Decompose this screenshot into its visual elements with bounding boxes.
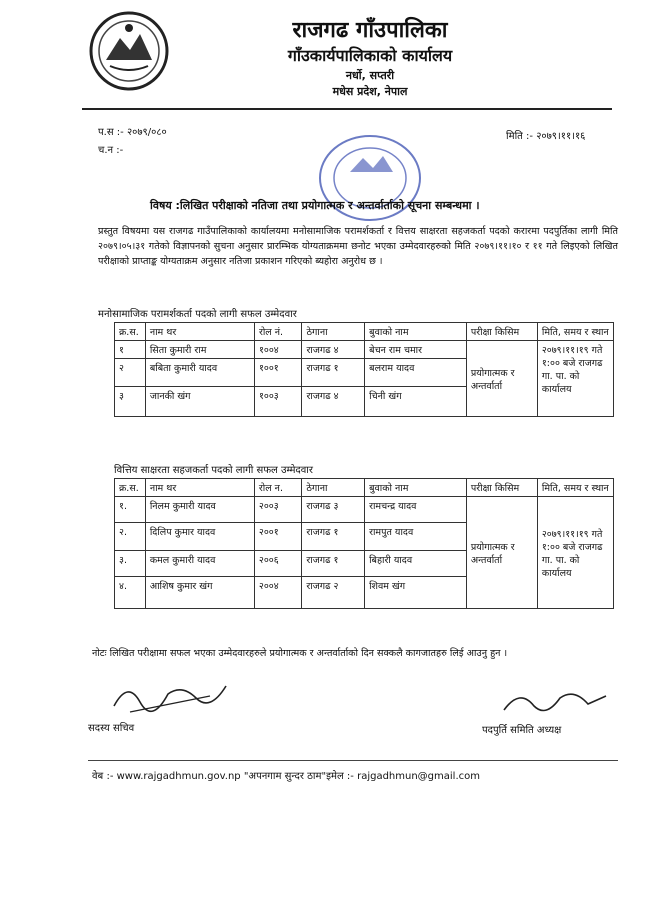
notice-note: नोटः लिखित परीक्षामा सफल भएका उम्मेदवारहरुले प्रयोगात्मक र अन्तर्वार्ताको दिन सक्कलै कागजातहरु लिई आउनु हुन । [92,648,508,659]
cell-serial: ३ [115,387,146,417]
cell-roll: २००१ [254,523,302,551]
letter-body: प्रस्तुत विषयमा यस राजगढ गाउँपालिकाको कार्यालयमा मनोसामाजिक परामर्शकर्ता र वित्तय साक्षरता सहजकर्ता पदको करारमा पदपुर्तिका लागी मिति २०७९।०५।३१ गतेको विज्ञापनको सुचना अनुसार प्रारम्भिक योग्यताक्रममा छनोट भएका उम्मेदवारहरुको मिति २०७९।११।१० र ११ गते लिइएको लिखित परीक्षाको प्राप्ताङ्क योग्यताक्रम अनुसार नतिजा प्रकाशन गरिएको ब्यहोरा अनुरोध छ । [98,226,618,267]
footer-divider [88,760,618,761]
cell-roll: २००६ [254,551,302,577]
col-address: ठेगाना [302,479,365,497]
cell-father: रामचन्द्र यादव [365,497,467,523]
office-name: गाँउकार्यपालिकाको कार्यालय [287,46,453,65]
cell-name: आशिष कुमार खंग [145,577,254,609]
cell-name: सिता कुमारी राम [145,341,254,359]
cell-father: रामपुत यादव [365,523,467,551]
cell-address: राजगढ ३ [302,497,365,523]
cell-father: बेचन राम चमार [365,341,467,359]
cell-exam-type: प्रयोगात्मक र अन्तर्वार्ता [466,341,537,417]
col-exam-type: परीक्षा किसिम [466,479,537,497]
col-name: नाम थर [145,479,254,497]
col-exam-type: परीक्षा किसिम [466,323,537,341]
col-serial: क्र.स. [115,323,146,341]
letter-subject: विषय :लिखित परीक्षाको नतिजा तथा प्रयोगात्मक र अन्तर्वार्ताको सूचना सम्बन्धमा । [150,199,480,212]
col-schedule: मिति, समय र स्थान [537,479,613,497]
cell-roll: २००४ [254,577,302,609]
cell-address: राजगढ १ [302,359,365,387]
cell-name: कमल कुमारी यादव [145,551,254,577]
cell-schedule: २०७९।११।१९ गते १:०० बजे राजगढ गा. पा. को कार्यालय [537,497,613,609]
cell-father: बिहारी यादव [365,551,467,577]
col-roll: रोल न. [254,479,302,497]
table2-caption: वित्तिय साक्षरता सहजकर्ता पदको लागी सफल उम्मेदवार [114,465,313,476]
cell-father: चिनी खंग [365,387,467,417]
cell-exam-type: प्रयोगात्मक र अन्तर्वार्ता [466,497,537,609]
signature-left-title: सदस्य सचिव [88,723,135,734]
signature-left-mark [110,672,230,718]
col-father: बुवाको नाम [365,479,467,497]
cell-name: निलम कुमारी यादव [145,497,254,523]
col-schedule: मिति, समय र स्थान [537,323,613,341]
cell-name: बबिता कुमारी यादव [145,359,254,387]
cell-serial: ३. [115,551,146,577]
cell-schedule: २०७९।११।१९ गते १:०० बजे राजगढ गा. पा. को कार्यालय [537,341,613,417]
col-roll: रोल नं. [254,323,302,341]
cell-serial: २ [115,359,146,387]
municipality-logo [88,10,170,92]
col-father: बुवाको नाम [365,323,467,341]
cell-address: राजगढ १ [302,523,365,551]
letter-date: मिति :- २०७९।११।१६ [506,131,586,142]
cell-name: जानकी खंग [145,387,254,417]
signature-right-title: पदपुर्ति समिति अध्यक्ष [482,725,562,736]
table1-caption: मनोसामाजिक परामर्शकर्ता पदको लागी सफल उम्मेदवार [98,309,297,320]
cell-serial: २. [115,523,146,551]
col-name: नाम थर [145,323,254,341]
cell-serial: ४. [115,577,146,609]
candidate-table-2 [114,478,614,609]
col-address: ठेगाना [302,323,365,341]
municipality-name: राजगढ गाँउपालिका [292,18,448,43]
table-row [115,497,614,523]
cell-roll: २००३ [254,497,302,523]
office-address: नर्धो, सप्तरी [345,69,395,82]
cell-roll: १००४ [254,341,302,359]
cell-address: राजगढ १ [302,551,365,577]
signature-right-mark [500,684,610,720]
col-serial: क्र.स. [115,479,146,497]
cell-address: राजगढ २ [302,577,365,609]
cell-serial: १. [115,497,146,523]
cell-roll: १००३ [254,387,302,417]
candidate-table-1 [114,322,614,417]
table-row [115,341,614,359]
letter-ps-number: प.स :- २०७९/०८० [98,127,167,138]
cell-serial: १ [115,341,146,359]
header-divider [82,108,612,110]
office-province: मधेस प्रदेश, नेपाल [332,85,408,98]
cell-address: राजगढ ४ [302,387,365,417]
cell-roll: १००१ [254,359,302,387]
cell-father: बलराम यादव [365,359,467,387]
letter-cn-number: च.न :- [98,145,124,156]
cell-name: दिलिप कुमार यादव [145,523,254,551]
footer-contact: वेब :- www.rajgadhmun.gov.np "अपनगाम सुन्दर ठाम"इमेल :- rajgadhmun@gmail.com [92,771,480,782]
cell-father: शिवम खंग [365,577,467,609]
cell-address: राजगढ ४ [302,341,365,359]
